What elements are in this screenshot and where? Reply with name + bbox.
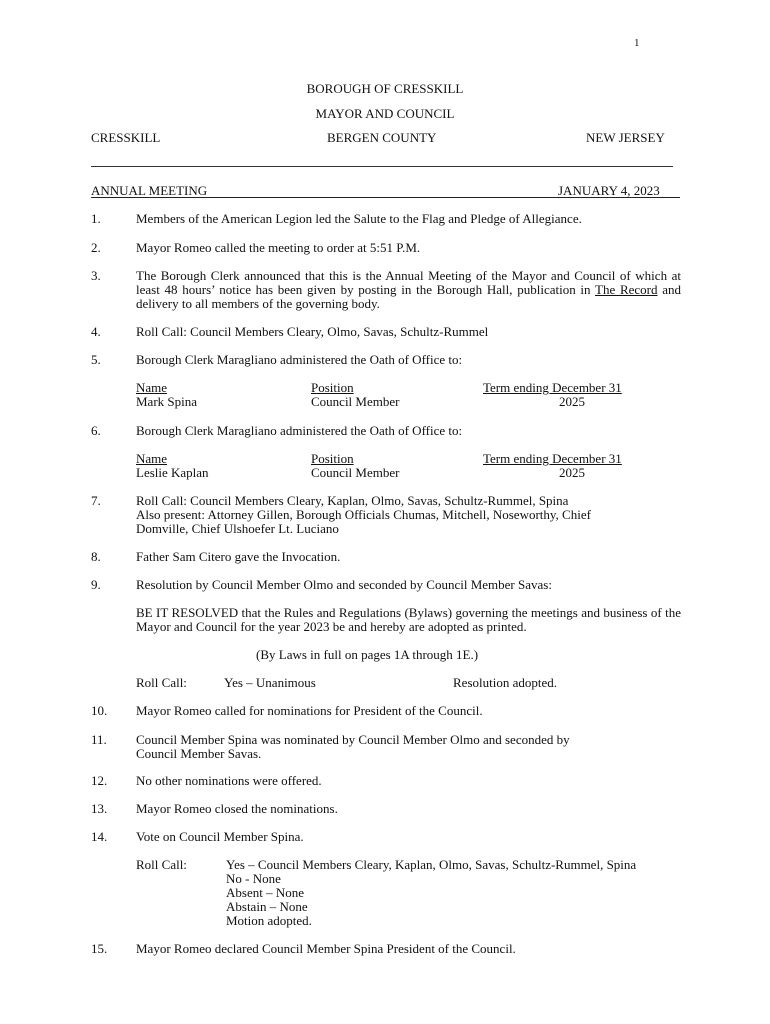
- county-name: BERGEN COUNTY: [327, 130, 437, 145]
- item-text: Mayor Romeo called for nominations for President of the Council.: [136, 703, 483, 718]
- roll-call-label: Roll Call:: [136, 675, 187, 690]
- newspaper-name: The Record: [595, 282, 658, 297]
- vote-abstain: Abstain – None: [226, 899, 308, 914]
- meeting-underline: [91, 197, 680, 198]
- oath-header-name: Name: [136, 380, 168, 395]
- bylaws-note: (By Laws in full on pages 1A through 1E.): [256, 647, 479, 662]
- item-number: 9.: [91, 577, 101, 592]
- oath-position: Council Member: [311, 394, 400, 409]
- oath-header-position: Position: [311, 451, 354, 466]
- item-text-line: Council Member Spina was nominated by Council Member Olmo and seconded by: [136, 732, 570, 747]
- item-text-part: The Borough Clerk announced that this is the Annual Meeting of the Mayor and Council of which at least 48 hours’ notice has been given by posting in the Borough Hall, publication in: [136, 268, 681, 297]
- oath-name: Leslie Kaplan: [136, 465, 209, 480]
- oath-header-term: Term ending December 31: [483, 380, 622, 395]
- town-name: CRESSKILL: [91, 130, 161, 145]
- item-number: 11.: [91, 732, 107, 747]
- header-divider: [91, 166, 673, 167]
- oath-term: 2025: [559, 394, 585, 409]
- meeting-date: JANUARY 4, 2023: [558, 183, 660, 198]
- oath-header-name: Name: [136, 451, 168, 466]
- vote-label: Roll Call:: [136, 857, 187, 872]
- item-text-line: Also present: Attorney Gillen, Borough Officials Chumas, Mitchell, Noseworthy, Chief: [136, 507, 591, 522]
- state-name: NEW JERSEY: [586, 130, 665, 145]
- body-title: MAYOR AND COUNCIL: [315, 106, 455, 121]
- borough-title: BOROUGH OF CRESSKILL: [306, 81, 464, 96]
- item-text: Vote on Council Member Spina.: [136, 829, 304, 844]
- item-number: 13.: [91, 801, 108, 816]
- item-number: 3.: [91, 268, 101, 283]
- vote-no: No - None: [226, 871, 281, 886]
- resolution-result: Resolution adopted.: [453, 675, 557, 690]
- item-number: 7.: [91, 493, 101, 508]
- item-text: Borough Clerk Maragliano administered the Oath of Office to:: [136, 352, 463, 367]
- item-text: Roll Call: Council Members Cleary, Olmo, Savas, Schultz-Rummel: [136, 324, 489, 339]
- item-number: 2.: [91, 240, 101, 255]
- item-number: 8.: [91, 549, 101, 564]
- item-number: 14.: [91, 829, 108, 844]
- meeting-type: ANNUAL MEETING: [91, 183, 208, 198]
- item-text: Father Sam Citero gave the Invocation.: [136, 549, 341, 564]
- item-number: 1.: [91, 211, 101, 226]
- item-number: 15.: [91, 941, 108, 956]
- vote-absent: Absent – None: [226, 885, 304, 900]
- oath-position: Council Member: [311, 465, 400, 480]
- vote-yes: Yes – Council Members Cleary, Kaplan, Olmo, Savas, Schultz-Rummel, Spina: [226, 857, 637, 872]
- oath-term: 2025: [559, 465, 585, 480]
- item-text: No other nominations were offered.: [136, 773, 322, 788]
- item-text: Borough Clerk Maragliano administered the Oath of Office to:: [136, 423, 463, 438]
- item-text: Mayor Romeo closed the nominations.: [136, 801, 338, 816]
- item-text-part: and delivery to all members of the governing body.: [136, 282, 681, 311]
- item-text-line: Council Member Savas.: [136, 746, 262, 761]
- oath-header-term: Term ending December 31: [483, 451, 622, 466]
- item-text: Resolution by Council Member Olmo and seconded by Council Member Savas:: [136, 577, 552, 592]
- item-text: Mayor Romeo declared Council Member Spina President of the Council.: [136, 941, 516, 956]
- item-text-line: Roll Call: Council Members Cleary, Kaplan, Olmo, Savas, Schultz-Rummel, Spina: [136, 493, 569, 508]
- vote-result: Motion adopted.: [226, 913, 312, 928]
- item-number: 12.: [91, 773, 108, 788]
- item-number: 6.: [91, 423, 101, 438]
- item-number: 10.: [91, 703, 108, 718]
- item-number: 4.: [91, 324, 101, 339]
- item-text-line: Domville, Chief Ulshoefer Lt. Luciano: [136, 521, 339, 536]
- item-text: Members of the American Legion led the Salute to the Flag and Pledge of Allegiance.: [136, 211, 582, 226]
- resolution-text: BE IT RESOLVED that the Rules and Regulations (Bylaws) governing the meetings and business of the Mayor and Council for the year 2023 be and hereby are adopted as printed.: [136, 605, 681, 634]
- item-number: 5.: [91, 352, 101, 367]
- item-text: Mayor Romeo called the meeting to order at 5:51 P.M.: [136, 240, 421, 255]
- roll-call-vote: Yes – Unanimous: [224, 675, 316, 690]
- item-text: [136, 269, 681, 311]
- oath-header-position: Position: [311, 380, 354, 395]
- page-number: 1: [634, 37, 640, 49]
- oath-name: Mark Spina: [136, 394, 198, 409]
